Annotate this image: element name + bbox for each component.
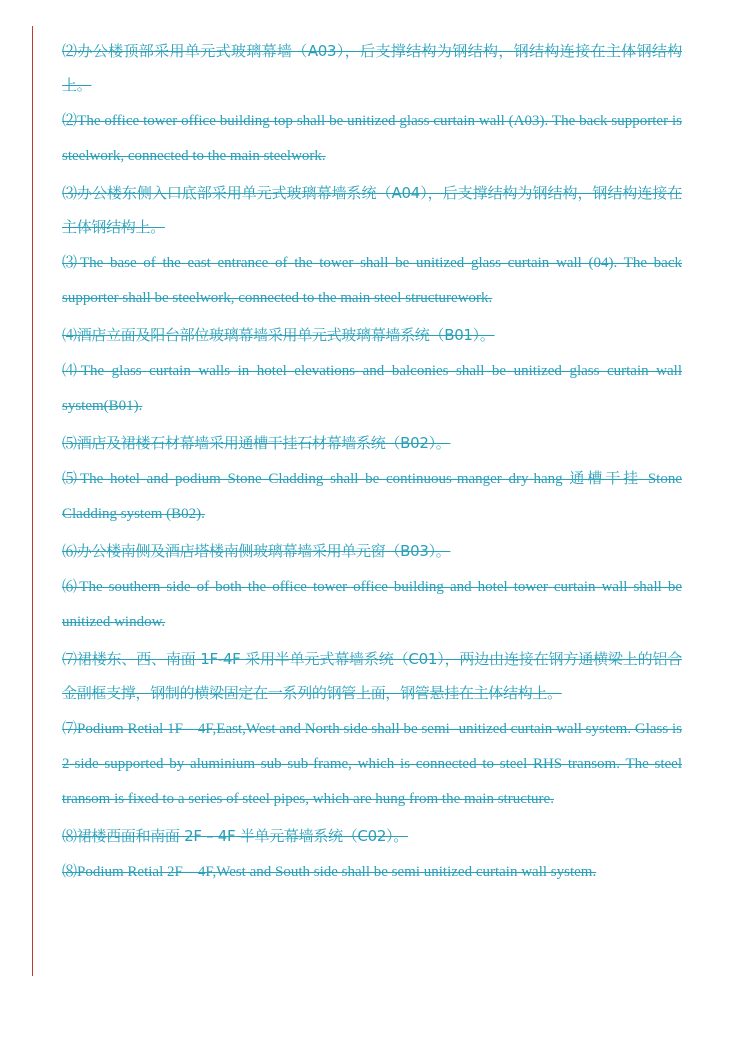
paragraph-4-en: ⑷The glass curtain walls in hotel elevations and balconies shall be unitized glass curtain wall system(B01). <box>62 363 682 414</box>
paragraph-7-en: ⑺Podium Retial 1F—4F,East,West and North side shall be semi -unitized curtain wall system. Glass is 2-side supported by aluminium sub sub-frame, which is connected to steel RHS transom. The steel transom is fixed to a series of steel pipes, which are hung from the main structure. <box>62 721 682 807</box>
paragraph-5-zh: ⑸酒店及裙楼石材幕墙采用通槽干挂石材幕墙系统（B02）。 <box>62 434 451 452</box>
paragraph-3-zh: ⑶办公楼东侧入口底部采用单元式玻璃幕墙系统（A04），后支撑结构为钢结构，钢结构连接在主体钢结构上。 <box>62 184 682 236</box>
revision-bar <box>32 26 33 976</box>
paragraph-7-zh: ⑺裙楼东、西、南面 1F-4F 采用半单元式幕墙系统（C01），两边由连接在钢方通横梁上的铝合金副框支撑，钢制的横梁固定在一系列的钢管上面，钢管悬挂在主体结构上。 <box>62 650 682 702</box>
paragraph-2-en: ⑵The office tower office building top shall be unitized glass curtain wall (A03). The back supporter is steelwork, connected to the main steelwork. <box>62 113 682 164</box>
paragraph-8-zh: ⑻裙楼西面和南面 2F – 4F 半单元幕墙系统（C02）。 <box>62 827 408 845</box>
paragraph-6-en: ⑹The southern side of both the office tower office building and hotel tower curtain wall shall be unitized window. <box>62 579 682 630</box>
paragraph-2-zh: ⑵办公楼顶部采用单元式玻璃幕墙（A03），后支撑结构为钢结构，钢结构连接在主体钢结构上。 <box>62 42 682 94</box>
paragraph-8-en: ⑻Podium Retial 2F—4F,West and South side shall be semi unitized curtain wall system. <box>62 864 597 880</box>
document-body <box>62 34 682 892</box>
paragraph-5-en: ⑸The hotel and podium Stone Cladding shall be continuous-manger dry-hang 通槽干挂 Stone Cladding system (B02). <box>62 471 682 522</box>
paragraph-3-en: ⑶The base of the east entrance of the tower shall be unitized glass curtain wall (04). The back supporter shall be steelwork, connected to the main steel structurework. <box>62 255 682 306</box>
paragraph-4-zh: ⑷酒店立面及阳台部位玻璃幕墙采用单元式玻璃幕墙系统（B01）。 <box>62 326 495 344</box>
paragraph-6-zh: ⑹办公楼南侧及酒店塔楼南侧玻璃幕墙采用单元窗（B03）。 <box>62 542 451 560</box>
